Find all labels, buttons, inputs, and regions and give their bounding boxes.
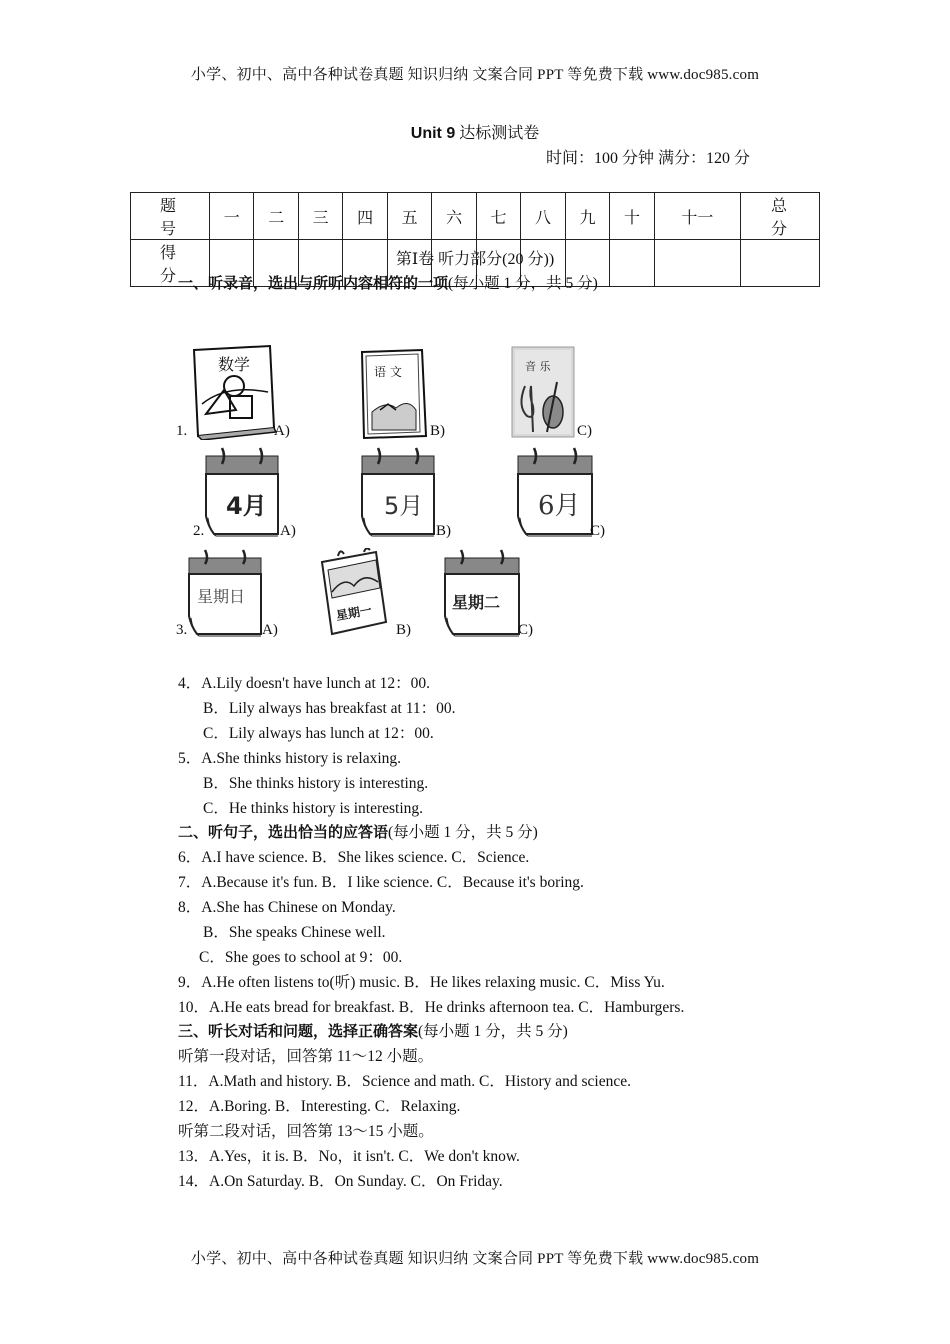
- calendar-may-image: [360, 446, 436, 538]
- q8-line-b: B．She speaks Chinese well.: [203, 924, 386, 941]
- calendar-monday-text: 星期一: [334, 602, 373, 623]
- q1-option-a: A): [274, 423, 290, 439]
- music-book-title: 音 乐: [525, 360, 551, 373]
- section3-bold: 三、听长对话和问题，选择正确答案: [178, 1023, 419, 1040]
- cell: 十一: [654, 193, 740, 240]
- cell: 九: [565, 193, 609, 240]
- part1-title: 第Ⅰ卷 听力部分(20 分)): [395, 251, 555, 268]
- q7-line: 7．A.Because it's fun. B．I like science. C．Because it's boring.: [178, 874, 584, 891]
- cell: 十: [610, 193, 654, 240]
- cell: 八: [521, 193, 565, 240]
- q12-line: 12．A.Boring. B．Interesting. C．Relaxing.: [178, 1098, 461, 1115]
- cell: 二: [254, 193, 298, 240]
- music-book-image: [511, 346, 575, 438]
- calendar-sunday-image: [187, 548, 263, 638]
- title-unit: Unit 9: [410, 125, 456, 142]
- cell: 四: [343, 193, 387, 240]
- q3-option-a: A): [262, 622, 278, 638]
- section1-heading: [178, 271, 598, 293]
- section2-rest: (每小题 1 分，共 5 分): [388, 824, 538, 841]
- q13-line: 13．A.Yes，it is. B．No，it isn't. C．We don't know.: [178, 1148, 520, 1165]
- math-book-title: 数学: [218, 355, 251, 374]
- calendar-sunday-text: 星期日: [197, 587, 246, 606]
- q4-line-b: B．Lily always has breakfast at 11：00.: [203, 700, 456, 717]
- q11-line: 11．A.Math and history. B．Science and math. C．History and science.: [178, 1073, 631, 1090]
- section1-rest: (每小题 1 分，共 5 分): [448, 275, 598, 292]
- q5-line-b: B．She thinks history is interesting.: [203, 775, 429, 792]
- section3-heading: [178, 1019, 568, 1041]
- q8-line-c: C．She goes to school at 9：00.: [199, 949, 403, 966]
- dialogue2-intro: 听第二段对话，回答第 13～15 小题。: [178, 1123, 434, 1140]
- q1-option-c: C): [577, 423, 592, 439]
- q5-line-a: 5．A.She thinks history is relaxing.: [178, 750, 402, 767]
- q3-option-c: C): [518, 622, 533, 638]
- q1-option-b: B): [430, 423, 445, 439]
- q3-number: 3.: [176, 622, 188, 638]
- section2-heading: [178, 820, 538, 842]
- q1-number: 1.: [176, 423, 188, 439]
- q2-number: 2.: [193, 523, 205, 539]
- calendar-april-text: 4月: [226, 492, 267, 520]
- q4-line-c: C．Lily always has lunch at 12：00.: [203, 725, 434, 742]
- q9-line: 9．A.He often listens to(听) music. B．He likes relaxing music. C．Miss Yu.: [178, 974, 665, 991]
- dialogue1-intro: 听第一段对话，回答第 11～12 小题。: [178, 1048, 434, 1065]
- calendar-tuesday-text: 星期二: [452, 593, 501, 612]
- q2-option-a: A): [280, 523, 296, 539]
- page-title: [0, 120, 950, 143]
- q10-line: 10．A.He eats bread for breakfast. B．He drinks afternoon tea. C．Hamburgers.: [178, 999, 685, 1016]
- q8-line-a: 8．A.She has Chinese on Monday.: [178, 899, 396, 916]
- cell: 三: [298, 193, 342, 240]
- section3-rest: (每小题 1 分，共 5 分): [418, 1023, 568, 1040]
- calendar-june-text: 6月: [538, 491, 581, 521]
- cell-label: 得 分: [131, 240, 210, 287]
- q2-option-b: B): [436, 523, 451, 539]
- time-info: 时间：100 分钟 满分：120 分: [546, 150, 751, 167]
- title-rest: 达标测试卷: [455, 125, 540, 142]
- calendar-monday-image: [318, 548, 390, 638]
- page-header: 小学、初中、高中各种试卷真题 知识归纳 文案合同 PPT 等免费下载 www.doc985.com: [190, 67, 760, 83]
- calendar-june-image: [516, 446, 594, 538]
- chinese-book-image: [356, 348, 430, 440]
- calendar-april-image: [204, 446, 280, 538]
- chinese-book-title: 语 文: [374, 365, 402, 379]
- calendar-may-text: 5月: [384, 492, 424, 520]
- cell: 七: [476, 193, 520, 240]
- cell: 六: [432, 193, 476, 240]
- q2-option-c: C): [590, 523, 605, 539]
- cell-total: 总 分: [741, 193, 820, 240]
- page-footer: 小学、初中、高中各种试卷真题 知识归纳 文案合同 PPT 等免费下载 www.doc985.com: [190, 1251, 760, 1267]
- math-book-image: [186, 344, 278, 440]
- q4-line-a: 4．A.Lily doesn't have lunch at 12：00.: [178, 675, 431, 692]
- section2-bold: 二、听句子，选出恰当的应答语: [178, 824, 389, 841]
- q5-line-c: C．He thinks history is interesting.: [203, 800, 424, 817]
- cell-label: 题 号: [131, 193, 210, 240]
- section1-bold: 一、听录音，选出与所听内容相符的一项: [178, 275, 449, 292]
- q3-option-b: B): [396, 622, 411, 638]
- cell: 一: [210, 193, 254, 240]
- calendar-tuesday-image: [443, 548, 521, 638]
- q6-line: 6．A.I have science. B．She likes science. C．Science.: [178, 849, 530, 866]
- cell: 五: [387, 193, 431, 240]
- score-table-row-headers: [131, 193, 820, 240]
- q14-line: 14．A.On Saturday. B．On Sunday. C．On Friday.: [178, 1173, 503, 1190]
